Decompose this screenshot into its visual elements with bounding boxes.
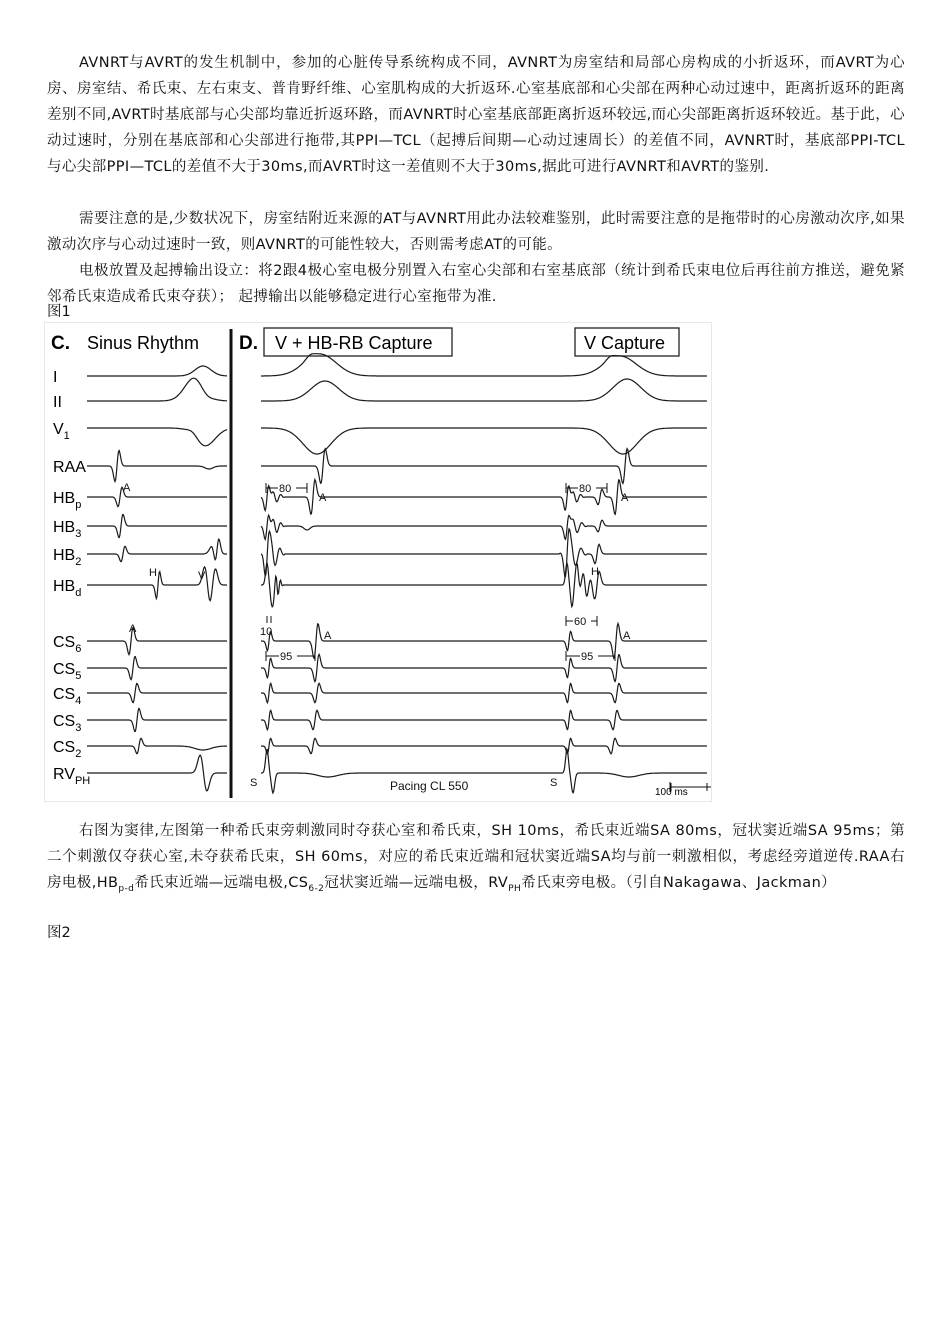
- trace-6-right: [261, 529, 707, 577]
- trace-5-left: [87, 515, 227, 538]
- lead-labels: [53, 369, 90, 787]
- caption-text-4: 希氏束旁电极。（引自Nakagawa、Jackman）: [521, 875, 837, 891]
- trace-2-right: [261, 428, 707, 454]
- trace-0-right: [261, 354, 707, 376]
- label-a-d2-cs6: A: [623, 630, 631, 642]
- label-a-sinus-hbp: A: [123, 482, 131, 494]
- lead-label-3: RAA: [53, 459, 86, 476]
- label-s-stim-1: S: [250, 777, 258, 789]
- measure-80-d1: 80: [279, 483, 292, 495]
- lead-label-2: $V_1$: [53, 421, 70, 442]
- scale-bar: [655, 783, 707, 798]
- label-h-sinus: H: [149, 567, 157, 579]
- trace-9-left: [87, 657, 227, 680]
- lead-label-0: I: [53, 369, 58, 386]
- trace-8-left: [87, 628, 227, 655]
- caption-text-3: 冠状窦近端—远端电极，RV: [324, 875, 509, 891]
- panel-d-box-2-label: V Capture: [584, 333, 666, 353]
- trace-13-right: [261, 749, 707, 793]
- trace-0-left: [87, 366, 227, 376]
- label-v-sinus: V: [198, 570, 206, 582]
- scale-bar-label: 100 ms: [655, 787, 688, 798]
- pacing-cl-label: Pacing CL 550: [390, 779, 469, 793]
- label-a-d2-hbp: A: [621, 492, 629, 504]
- trace-10-left: [87, 684, 227, 703]
- trace-6-left: [87, 539, 227, 561]
- lead-label-4: $HB_p$: [53, 490, 82, 511]
- label-a-d1-hbp: A: [319, 492, 327, 504]
- trace-7-right: [261, 563, 707, 607]
- figure-2-label: 图2: [47, 925, 71, 941]
- measure-95-d1: 95: [280, 651, 293, 663]
- paragraph-mechanism: AVNRT与AVRT的发生机制中，参加的心脏传导系统构成不同，AVNRT为房室结和局部心房构成的小折返环，而AVRT为心房、房室结、希氏束、左右束支、普肯野纤维、心室肌构成的大折返环.心室基底部和心尖部在两种心动过速中，距离折返环的距离差别不同,AVRT时基底部与心尖部均靠近折返环路，而AVNRT时心室基底部距离折返环较远,而心尖部距离折返环较近。基于此，心动过速时，分别在基底部和心尖部进行拖带,其PPI—TCL（起搏后间期—心动过速周长）的差值不同，AVNRT时，基底部PPI-TCL与心尖部PPI—TCL的差值不大于30ms,而AVRT时这一差值则不大于30ms,据此可进行AVNRT和AVRT的鉴别.: [47, 55, 905, 175]
- lead-label-5: $HB_3$: [53, 519, 82, 540]
- panel-d-box-1-label: V + HB-RB Capture: [275, 333, 433, 353]
- lead-label-13: $RV_{PH}$: [53, 766, 91, 787]
- caption-sub-1: p-d: [118, 883, 135, 894]
- label-s-stim-2: S: [550, 777, 558, 789]
- figure-caption: [47, 818, 905, 902]
- measurement-labels: [260, 481, 598, 663]
- ecg-traces: [87, 354, 707, 793]
- ecg-figure-svg: [45, 323, 711, 801]
- trace-11-right: [261, 710, 707, 729]
- trace-9-right: [261, 654, 707, 681]
- trace-2-left: [87, 428, 227, 446]
- lead-label-8: $CS_6$: [53, 634, 82, 655]
- lead-label-9: $CS_5$: [53, 661, 82, 682]
- measure-95-d2: 95: [581, 651, 594, 663]
- paragraph-electrode-setup: 电极放置及起搏输出设立：将2跟4极心室电极分别置入右室心尖部和右室基底部（统计到希氏束电位后再往前方推送，避免紧邻希氏束造成希氏束夺获）； 起搏输出以能够稳定进行心室拖带为准.: [47, 263, 905, 305]
- trace-11-left: [87, 709, 227, 732]
- lead-label-12: $CS_2$: [53, 739, 82, 760]
- panel-d-letter: D.: [239, 333, 258, 354]
- trace-1-left: [87, 378, 227, 401]
- caption-sub-3: PH: [508, 883, 522, 894]
- lead-label-10: $CS_4$: [53, 686, 82, 707]
- lead-label-7: $HB_d$: [53, 578, 82, 599]
- caption-text-1: 右图为窦律,左图第一种希氏束旁刺激同时夺获心室和希氏束，SH 10ms，希氏束近端SA 80ms，冠状窦近端SA 95ms；第二个刺激仅夺获心室,未夺获希氏束，SH 60ms，对应的希氏束近端和冠状窦近端SA均与前一刺激相似，考虑经旁道逆传.RAA右房电极,HB: [47, 823, 905, 891]
- measure-10-d1: 10: [260, 626, 273, 638]
- trace-12-left: [87, 738, 227, 753]
- ecg-figure: [44, 322, 712, 802]
- trace-4-right: [261, 480, 707, 515]
- label-a-sinus-cs6: A: [129, 623, 137, 635]
- lead-label-6: $HB_2$: [53, 547, 82, 568]
- trace-4-left: [87, 487, 227, 506]
- trace-10-right: [261, 683, 707, 702]
- trace-5-right: [261, 515, 707, 539]
- caption-text-2: 希氏束近端—远端电极,CS: [134, 875, 309, 891]
- trace-3-right: [261, 449, 707, 484]
- figure-1-label: 图1: [47, 304, 71, 320]
- trace-7-left: [87, 567, 227, 601]
- paragraph-note: 需要注意的是,少数状况下，房室结附近来源的AT与AVNRT用此办法较难鉴别，此时需要注意的是拖带时的心房激动次序,如果激动次序与心动过速时一致，则AVNRT的可能性较大，否则需考虑AT的可能。: [47, 211, 905, 253]
- trace-3-left: [87, 451, 227, 482]
- measure-80-d2: 80: [579, 483, 592, 495]
- label-a-d1-cs6: A: [324, 630, 332, 642]
- trace-13-left: [87, 755, 227, 791]
- caption-sub-2: 6-2: [308, 883, 325, 894]
- panel-c-title: Sinus Rhythm: [87, 333, 200, 353]
- lead-label-11: $CS_3$: [53, 713, 82, 734]
- panel-c-letter: C.: [51, 333, 70, 354]
- lead-label-1: II: [53, 394, 62, 411]
- measure-60-d2: 60: [574, 616, 587, 628]
- trace-12-right: [261, 738, 707, 754]
- trace-1-right: [261, 379, 707, 401]
- label-h-d2: H: [591, 566, 599, 578]
